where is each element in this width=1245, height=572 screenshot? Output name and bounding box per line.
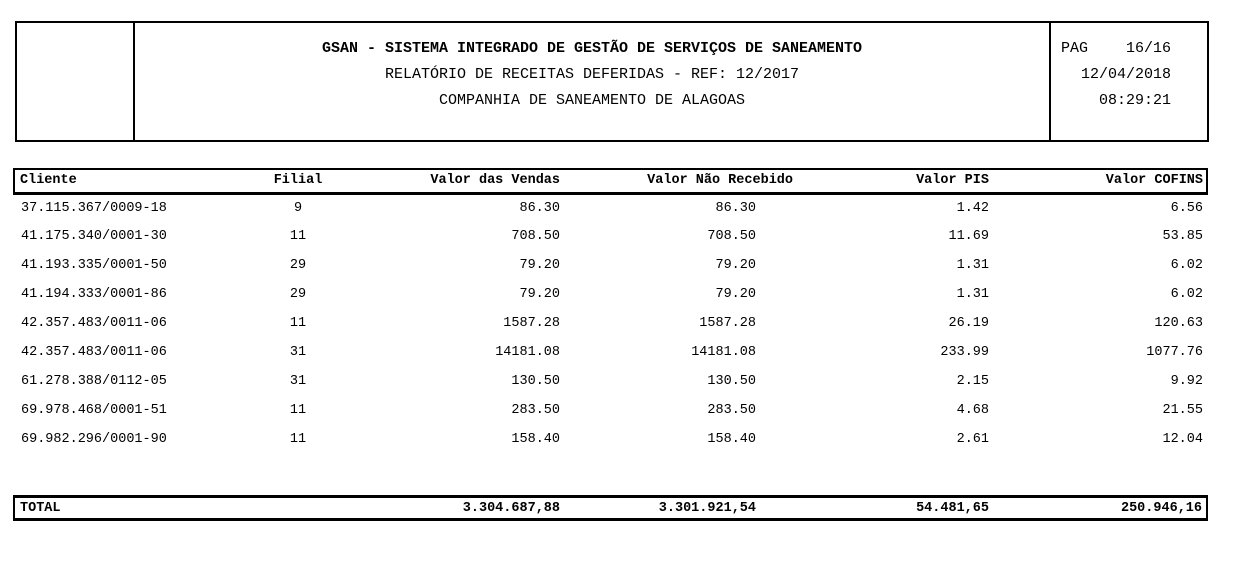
col-header-filial: Filial	[273, 173, 323, 189]
table-cell: 86.30	[715, 200, 756, 216]
total-filial	[264, 497, 332, 520]
table-row	[14, 309, 1207, 338]
table-cell: 1.31	[956, 287, 989, 302]
table-cell: 4.68	[956, 403, 989, 418]
page-number: 16/16	[1125, 40, 1171, 57]
table-cell: 1.42	[956, 200, 989, 216]
table-cell: 14181.08	[495, 345, 560, 360]
page-info-box	[1051, 23, 1207, 140]
table-cell: 86.30	[519, 200, 560, 216]
table-cell: 130.50	[707, 374, 756, 389]
table-cell: 11	[289, 403, 307, 418]
col-header-cliente: Cliente	[20, 173, 77, 189]
table-cell: 1587.28	[503, 316, 560, 331]
table-cell: 29	[289, 287, 307, 302]
report-title: GSAN - SISTEMA INTEGRADO DE GESTÃO DE SERVIÇOS DE SANEAMENTO	[321, 40, 863, 57]
report-header	[15, 21, 1209, 142]
table-row	[14, 425, 1207, 454]
table-cell: 9.92	[1170, 374, 1203, 389]
total-valor-cofins: 250.946,16	[1120, 500, 1202, 516]
table-cell: 11.69	[948, 229, 989, 244]
table-cell: 69.978.468/0001-51	[21, 403, 167, 418]
table-cell: 31	[289, 345, 307, 360]
total-valor-pis: 54.481,65	[916, 500, 989, 516]
table-row	[14, 367, 1207, 396]
table-cell: 37.115.367/0009-18	[21, 200, 167, 216]
table-row	[14, 338, 1207, 367]
table-cell: 158.40	[707, 432, 756, 447]
table-cell: 53.85	[1162, 229, 1203, 244]
table-cell: 26.19	[948, 316, 989, 331]
table-cell: 61.278.388/0112-05	[21, 374, 167, 389]
table-cell: 29	[289, 258, 307, 273]
table-cell: 42.357.483/0011-06	[21, 345, 167, 360]
table-cell: 2.15	[956, 374, 989, 389]
table-cell: 79.20	[715, 287, 756, 302]
table-cell: 12.04	[1162, 432, 1203, 447]
table-cell: 79.20	[519, 287, 560, 302]
table-row	[14, 193, 1207, 222]
table-cell: 1.31	[956, 258, 989, 273]
total-row	[13, 495, 1208, 521]
report-subtitle: RELATÓRIO DE RECEITAS DEFERIDAS - REF: 12/2017	[384, 66, 800, 83]
table-cell: 11	[289, 432, 307, 447]
table-cell: 11	[289, 316, 307, 331]
col-header-valor-vendas: Valor das Vendas	[430, 173, 560, 189]
table-cell: 42.357.483/0011-06	[21, 316, 167, 331]
table-cell: 6.02	[1170, 287, 1203, 302]
table-cell: 1587.28	[699, 316, 756, 331]
receitas-table	[13, 168, 1208, 454]
table-cell: 283.50	[511, 403, 560, 418]
table-cell: 41.194.333/0001-86	[21, 287, 167, 302]
table-cell: 79.20	[715, 258, 756, 273]
table-cell: 11	[289, 229, 307, 244]
table-cell: 69.982.296/0001-90	[21, 432, 167, 447]
table-cell: 1077.76	[1146, 345, 1203, 360]
total-valor-vendas: 3.304.687,88	[462, 500, 560, 516]
table-cell: 6.56	[1170, 200, 1203, 216]
table-cell: 41.175.340/0001-30	[21, 229, 167, 244]
table-cell: 233.99	[940, 345, 989, 360]
table-cell: 708.50	[707, 229, 756, 244]
table-cell: 708.50	[511, 229, 560, 244]
table-body	[14, 193, 1207, 454]
company-name: COMPANHIA DE SANEAMENTO DE ALAGOAS	[438, 92, 746, 109]
table-cell: 31	[289, 374, 307, 389]
table-cell: 2.61	[956, 432, 989, 447]
table-cell: 283.50	[707, 403, 756, 418]
page-label: PAG	[1061, 40, 1089, 57]
table-cell: 41.193.335/0001-50	[21, 258, 167, 273]
table-row	[14, 251, 1207, 280]
table-row	[14, 396, 1207, 425]
table-row	[14, 222, 1207, 251]
table-cell: 130.50	[511, 374, 560, 389]
title-block	[135, 23, 1051, 140]
table-row	[14, 280, 1207, 309]
table-cell: 158.40	[511, 432, 560, 447]
logo-box	[17, 23, 135, 140]
table-cell: 6.02	[1170, 258, 1203, 273]
col-header-valor-cofins: Valor COFINS	[1105, 173, 1203, 189]
table-cell: 14181.08	[691, 345, 756, 360]
page-indicator	[1051, 36, 1207, 62]
table-cell: 9	[293, 200, 303, 216]
col-header-valor-pis: Valor PIS	[916, 173, 989, 189]
report-date: 12/04/2018	[1080, 66, 1171, 83]
report-time: 08:29:21	[1098, 92, 1171, 109]
table-cell: 79.20	[519, 258, 560, 273]
col-header-nao-recebido: Valor Não Recebido	[647, 173, 793, 189]
total-valor-nao-recebido: 3.301.921,54	[658, 500, 756, 516]
table-cell: 120.63	[1154, 316, 1203, 331]
total-label: TOTAL	[20, 500, 61, 516]
table-header-row	[14, 169, 1207, 193]
table-cell: 21.55	[1162, 403, 1203, 418]
